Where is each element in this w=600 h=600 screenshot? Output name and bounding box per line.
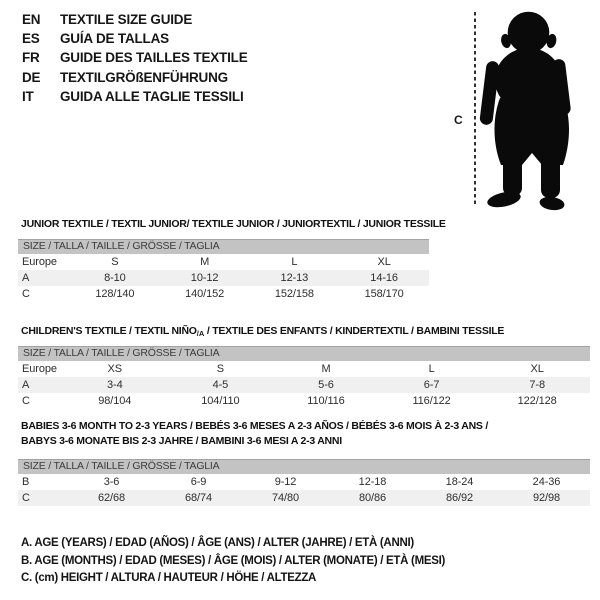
- height-cell: 152/158: [274, 288, 314, 300]
- age-cell: 5-6: [318, 379, 334, 391]
- row-label: A: [22, 272, 30, 284]
- height-cell: 140/152: [185, 288, 225, 300]
- size-cell: S: [111, 256, 119, 268]
- children-title-suffix: / TEXTILE DES ENFANTS / KINDERTEXTIL / BAMBINI TESSILE: [204, 325, 505, 337]
- row-label: B: [22, 476, 30, 488]
- age-cell: 12-18: [358, 476, 387, 488]
- language-row-es: [22, 29, 248, 48]
- size-header-bar: SIZE / TALLA / TAILLE / GRÖSSE / TAGLIA: [18, 346, 590, 361]
- junior-table-title: JUNIOR TEXTILE / TEXTIL JUNIOR/ TEXTILE JUNIOR / JUNIORTEXTIL / JUNIOR TESSILE: [21, 218, 446, 230]
- language-label: GUIDE DES TAILLES TEXTILE: [60, 50, 248, 66]
- age-cell: 3-6: [103, 476, 120, 488]
- children-title-subscript: /A: [196, 329, 205, 338]
- language-row-en: [22, 10, 248, 29]
- babies-title-line2: BABYS 3-6 MONATE BIS 2-3 JAHRE / BAMBINI 3-6 MESI A 2-3 ANNI: [21, 435, 342, 447]
- language-row-fr: [22, 48, 248, 67]
- size-cell: XS: [107, 363, 123, 375]
- height-cell: 104/110: [201, 395, 240, 407]
- size-cell: M: [200, 256, 210, 268]
- size-cell: L: [291, 256, 298, 268]
- language-code: ES: [22, 31, 40, 47]
- row-label: C: [22, 288, 30, 300]
- table-row: [18, 361, 590, 377]
- footnotes: [18, 537, 445, 590]
- height-cell: 68/74: [184, 492, 213, 504]
- table-row: [18, 377, 590, 393]
- row-label: A: [22, 379, 30, 391]
- age-cell: 6-7: [423, 379, 440, 391]
- language-label: GUÍA DE TALLAS: [60, 31, 169, 47]
- height-cell: 158/170: [364, 288, 404, 300]
- footnote-b: B. AGE (MONTHS) / EDAD (MESES) / ÂGE (MOIS) / ALTER (MONATE) / ETÀ (MESI): [21, 554, 446, 567]
- height-cell: 74/80: [271, 492, 300, 504]
- language-label: GUIDA ALLE TAGLIE TESSILI: [60, 88, 244, 104]
- age-cell: 24-36: [532, 476, 561, 488]
- height-cell: 62/68: [97, 492, 126, 504]
- language-code: FR: [22, 50, 40, 66]
- height-cell: 92/98: [532, 492, 561, 504]
- age-cell: 10-12: [190, 272, 219, 284]
- age-cell: 6-9: [190, 476, 207, 488]
- table-row: [18, 490, 590, 506]
- children-table-title: [18, 324, 504, 341]
- children-size-table: [18, 346, 590, 409]
- table-row: [18, 393, 590, 409]
- language-row-it: [22, 87, 248, 106]
- size-cell: S: [216, 363, 225, 375]
- language-code: IT: [22, 88, 34, 104]
- size-cell: XL: [530, 363, 544, 375]
- size-cell: XL: [377, 256, 391, 268]
- table-row: [18, 254, 429, 270]
- row-label: C: [22, 492, 30, 504]
- height-cell: 80/86: [358, 492, 387, 504]
- language-code: DE: [22, 69, 41, 85]
- footnote-c: C. (cm) HEIGHT / ALTURA / HAUTEUR / HÖHE / ALTEZZA: [21, 572, 317, 585]
- size-header-bar: SIZE / TALLA / TAILLE / GRÖSSE / TAGLIA: [18, 459, 590, 474]
- height-cell: 128/140: [95, 288, 135, 300]
- age-cell: 9-12: [274, 476, 297, 488]
- row-label: C: [22, 395, 30, 407]
- height-marker-label: C: [454, 113, 463, 127]
- language-label: TEXTILGRÖßENFÜHRUNG: [60, 69, 228, 85]
- age-cell: 4-5: [212, 379, 229, 391]
- babies-table-title: [18, 419, 488, 449]
- height-cell: 116/122: [412, 395, 451, 407]
- height-cell: 110/116: [307, 395, 345, 407]
- age-cell: 12-13: [280, 272, 309, 284]
- babies-size-table: [18, 459, 590, 506]
- language-code: EN: [22, 12, 41, 28]
- children-title-prefix: CHILDREN'S TEXTILE / TEXTIL NIÑO: [21, 325, 197, 337]
- size-cell: L: [428, 363, 435, 375]
- table-row: [18, 474, 590, 490]
- row-label: Europe: [22, 363, 57, 375]
- table-row: [18, 270, 429, 286]
- size-cell: M: [321, 363, 331, 375]
- age-cell: 7-8: [529, 379, 545, 391]
- table-row: [18, 286, 429, 302]
- junior-size-table: [18, 239, 429, 302]
- height-cell: 86/92: [445, 492, 474, 504]
- height-cell: 122/128: [517, 395, 557, 407]
- babies-title-line1: BABIES 3-6 MONTH TO 2-3 YEARS / BEBÉS 3-6 MESES A 2-3 AÑOS / BÉBÉS 3-6 MOIS À 2-3 ANS /: [21, 420, 489, 432]
- height-cell: 98/104: [98, 395, 132, 407]
- age-cell: 8-10: [104, 272, 126, 284]
- baby-silhouette-icon: [479, 12, 571, 212]
- baby-height-figure: [448, 4, 588, 216]
- language-row-de: [22, 68, 248, 87]
- age-cell: 18-24: [445, 476, 474, 488]
- age-cell: 14-16: [370, 272, 398, 284]
- footnote-a: A. AGE (YEARS) / EDAD (AÑOS) / ÂGE (ANS) / ALTER (JAHRE) / ETÀ (ANNI): [21, 537, 414, 549]
- row-label: Europe: [22, 256, 57, 268]
- size-header-bar: SIZE / TALLA / TAILLE / GRÖSSE / TAGLIA: [18, 239, 429, 254]
- language-legend: [22, 10, 248, 106]
- age-cell: 3-4: [106, 379, 123, 391]
- language-label: TEXTILE SIZE GUIDE: [60, 12, 193, 28]
